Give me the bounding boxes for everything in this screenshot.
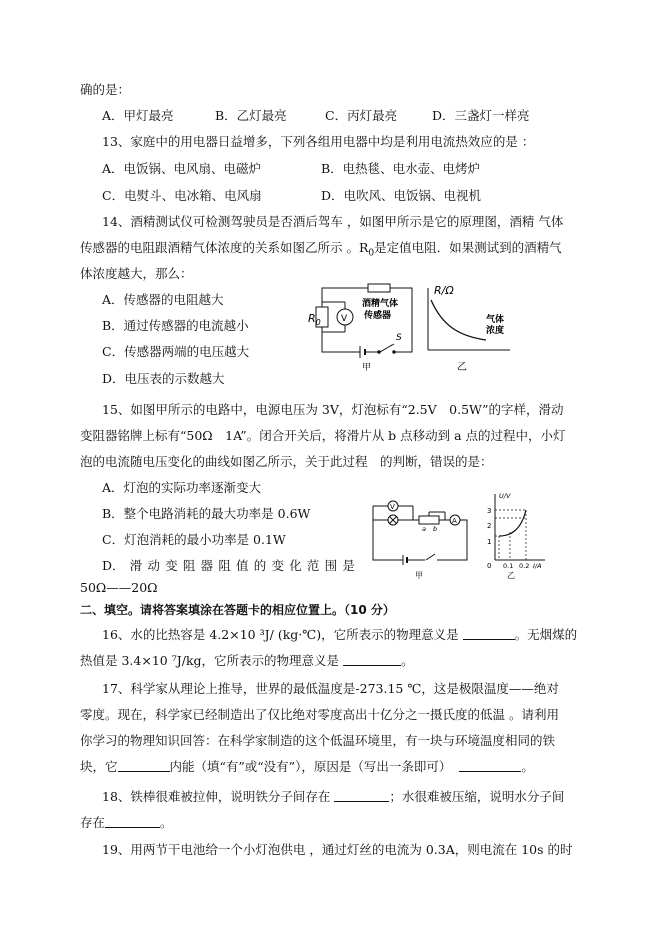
q14-figure-jia-label: 甲 bbox=[362, 363, 372, 372]
q15-option-d-cont: 50Ω——20Ω bbox=[80, 580, 158, 595]
q14-figure bbox=[300, 280, 550, 372]
q13-stem: 13、家庭中的用电器日益增多，下列各组用电器中均是利用电流热效应的是 ： bbox=[102, 134, 535, 149]
q14-stem-line3: 体浓度越大，那么： bbox=[80, 266, 193, 281]
q17-line4: 块，它 内能（填“有”或“没有”），原因是（写出一条即可） 。 bbox=[80, 759, 534, 774]
q13-option-a: A．电饭锅、电风扇、电磁炉 bbox=[102, 161, 262, 176]
q14-r0-label: $R_0$ bbox=[308, 312, 321, 327]
q15-option-c: C．灯泡消耗的最小功率是 0.1W bbox=[102, 532, 286, 547]
q13-option-b: B．电热毯、电水壶、电烤炉 bbox=[321, 161, 481, 176]
q15-graph-y-tick-3: 3 bbox=[487, 507, 492, 515]
q15-graph-x-tick-2: 0.2 bbox=[519, 562, 530, 570]
q14-graph-gas-label-1: 气体 bbox=[486, 315, 505, 325]
q14-stem-line1: 14、酒精测试仪可检测驾驶员是否酒后驾车 ，如图甲所示是它的原理图，酒精 气体 bbox=[102, 214, 564, 229]
q14-sensor-resistor bbox=[368, 284, 390, 292]
q15-graph-origin: 0 bbox=[487, 562, 492, 570]
q14-sensor-label-2: 传感器 bbox=[364, 311, 392, 321]
q19-line1: 19、用两节干电池给一个小灯泡供电 ，通过灯丝的电流为 0.3A，则电流在 10s 的时 bbox=[102, 842, 573, 857]
q12-option-b: B．乙灯最亮 bbox=[215, 108, 287, 123]
q15-stem-line2: 变阻器铭牌上标有“50Ω 1A”。闭合开关后，将滑片从 b 点移动到 a 点的过程中，小灯 bbox=[80, 428, 566, 443]
q18-line2: 存在 。 bbox=[80, 815, 173, 830]
q16-blank-2[interactable] bbox=[343, 653, 401, 666]
q15-voltmeter-label: V bbox=[390, 503, 395, 511]
q14-voltmeter-label: V bbox=[341, 314, 348, 324]
q18-line1: 18、铁棒很难被拉伸，说明铁分子间存在 ；水很难被压缩，说明水分子间 bbox=[102, 789, 565, 804]
q15-option-b: B．整个电路消耗的最大功率是 0.6W bbox=[102, 506, 311, 521]
q16-blank-1[interactable] bbox=[463, 627, 515, 640]
q14-sensor-label-1: 酒精气体 bbox=[362, 299, 399, 309]
q15-graph-x-tick-1: 0.1 bbox=[503, 562, 514, 570]
q15-stem-line3: 泡的电流随电压变化的曲线如图乙所示，关于此过程 的判断，错误的是： bbox=[80, 454, 493, 469]
q15-figure-yi-label: 乙 bbox=[507, 571, 515, 580]
q17-blank-1[interactable] bbox=[118, 759, 170, 772]
q13-option-c: C．电熨斗、电冰箱、电风扇 bbox=[102, 188, 262, 203]
section-2-title: 二、填空。请将答案填涂在答题卡的相应位置上。（10 分） bbox=[80, 603, 395, 617]
q15-circuit-wire bbox=[373, 520, 467, 560]
q17-line2: 零度。现在，科学家已经制造出了仅比绝对零度高出十亿分之一摄氏度的低温 。请利用 bbox=[80, 707, 559, 722]
q15-option-d: D． 滑 动 变 阻 器 阻 值 的 变 化 范 围 是 bbox=[102, 558, 355, 573]
q16-line2: 热值是 3.4×10 ⁷J/kg，它所表示的物理意义是 。 bbox=[80, 653, 414, 668]
q17-line1: 17、科学家从理论上推导，世界的最低温度是-273.15 ℃，这是极限温度——绝对 bbox=[102, 681, 559, 696]
q15-graph-y-tick-1: 1 bbox=[487, 538, 492, 546]
q15-ammeter-label: A bbox=[452, 517, 457, 525]
q12-continuation: 确的是： bbox=[80, 82, 131, 97]
q15-slider-a-label: a bbox=[422, 525, 426, 533]
q16-line1: 16、水的比热容是 4.2×10 ³J/ (kg·℃)，它所表示的物理意义是 。无烟煤的 bbox=[102, 627, 578, 642]
q15-slider-b-label: b bbox=[433, 525, 438, 533]
q15-option-a: A．灯泡的实际功率逐渐变大 bbox=[102, 480, 262, 495]
q18-blank-1[interactable] bbox=[334, 789, 389, 802]
q12-option-c: C．丙灯最亮 bbox=[325, 108, 398, 123]
q14-option-b: B．通过传感器的电流越小 bbox=[102, 318, 249, 333]
q14-graph-gas-label-2: 浓度 bbox=[486, 326, 505, 336]
q15-rheostat bbox=[419, 516, 439, 524]
q15-graph-curve bbox=[499, 510, 526, 536]
q15-figure bbox=[365, 488, 555, 580]
q17-line3: 你学习的物理知识回答：在科学家制造的这个低温环境里，有一块与环境温度相同的铁 bbox=[80, 733, 556, 748]
q14-option-c: C．传感器两端的电压越大 bbox=[102, 344, 250, 359]
q15-graph-y-tick-2: 2 bbox=[487, 522, 492, 530]
q14-figure-yi-label: 乙 bbox=[457, 362, 467, 372]
q15-figure-jia-label: 甲 bbox=[415, 571, 423, 580]
q14-option-a: A．传感器的电阻越大 bbox=[102, 292, 224, 307]
q18-blank-2[interactable] bbox=[105, 815, 160, 828]
q14-stem-line2: 传感器的电阻跟酒精气体浓度的关系如图乙所示 。$R_0$是定值电阻．如果测试到的酒精气 bbox=[80, 240, 562, 259]
q17-blank-2[interactable] bbox=[459, 759, 521, 772]
q13-option-d: D．电吹风、电饭锅、电视机 bbox=[321, 188, 482, 203]
q12-option-d: D．三盏灯一样亮 bbox=[432, 108, 530, 123]
q14-switch-label: S bbox=[396, 333, 402, 343]
q14-graph-curve bbox=[431, 300, 486, 340]
q14-graph-y-label: R/Ω bbox=[434, 284, 454, 297]
q15-graph-x-label: I/A bbox=[533, 562, 542, 570]
q15-stem-line1: 15、如图甲所示的电路中，电源电压为 3V，灯泡标有“2.5V 0.5W”的字样，滑动 bbox=[102, 402, 564, 417]
q14-option-d: D．电压表的示数越大 bbox=[102, 371, 225, 386]
q15-graph-y-label: U/V bbox=[499, 492, 511, 500]
q12-option-a: A．甲灯最亮 bbox=[102, 108, 174, 123]
